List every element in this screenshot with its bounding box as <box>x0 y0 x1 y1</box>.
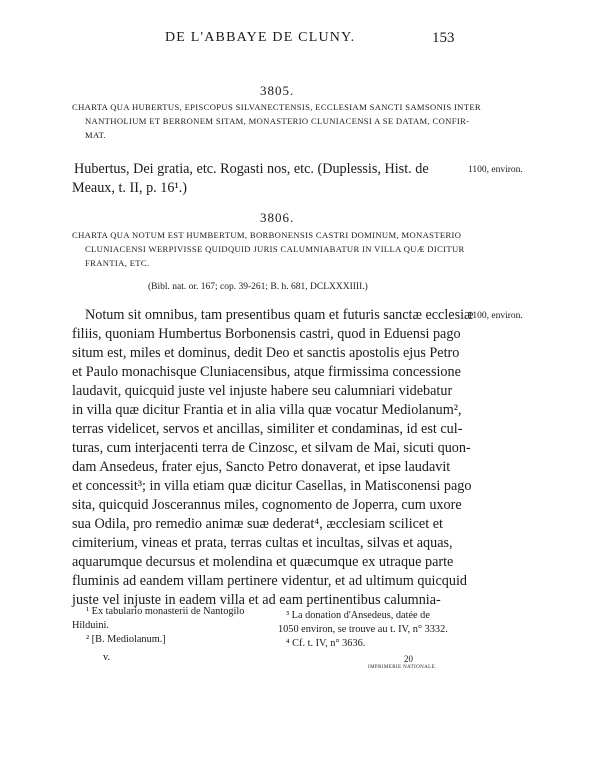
charter-3806-body <box>72 306 474 610</box>
charter-title-line: CHARTA QUA HUBERTUS, EPISCOPUS SILVANECTENSIS, ECCLESIAM SANCTI SAMSONIS INTER <box>72 102 482 112</box>
page-number: 153 <box>432 30 455 46</box>
body-line: in villa quæ dicitur Frantia et in alia villa quæ vocatur Mediolanum², <box>72 402 462 418</box>
charter-number-3805: 3805. <box>260 83 295 98</box>
body-line: sua Odila, pro remedio animæ suæ dederat⁴, æcclesiam scilicet et <box>72 516 443 532</box>
charter-title-line: CHARTA QUA NOTUM EST HUMBERTUM, BORBONENSIS CASTRI DOMINUM, MONASTERIO <box>72 230 462 240</box>
running-title: DE L'ABBAYE DE CLUNY. <box>165 30 356 45</box>
charter-3805-body <box>72 160 429 198</box>
charter-title-line: FRANTIA, ETC. <box>85 258 150 268</box>
body-line: Meaux, t. II, p. 16¹.) <box>72 180 187 196</box>
sheet-number: 20 <box>404 654 413 664</box>
footnote-line: 1050 environ, se trouve au t. IV, n° 3332. <box>278 624 448 635</box>
body-line: juste vel injuste in eadem villa et ad eam pertinentibus calumnia- <box>72 592 441 608</box>
footnote-line: ¹ Ex tabulario monasterii de Nantogilo <box>86 606 245 617</box>
body-line: sita, quicquid Joscerannus miles, cognomento de Joperra, cum uxore <box>72 497 462 513</box>
charter-number-3806: 3806. <box>260 210 295 225</box>
printer-imprint: IMPRIMERIE NATIONALE. <box>368 665 437 670</box>
body-line: dam Ansedeus, frater ejus, Sancto Petro donaverat, et ipse laudavit <box>72 459 451 475</box>
footnotes-left <box>72 605 244 647</box>
body-line: cimiterium, vineas et prata, terras cultas et incultas, silvas et aquas, <box>72 535 453 551</box>
body-line: aquarumque decursus et molendina et quæcumque ex utraque parte <box>72 554 454 570</box>
body-line: laudavit, quicquid juste vel injuste habere seu calumniari videbatur <box>72 383 453 399</box>
footnote-line: ² [B. Mediolanum.] <box>86 634 166 645</box>
body-line: terras videlicet, servos et ancillas, similiter et condaminas, id est cul- <box>72 421 463 437</box>
signature-mark: v. <box>103 652 111 663</box>
margin-date-3805: 1100, environ. <box>468 165 523 175</box>
charter-3806-title <box>72 228 465 270</box>
body-line: fluminis ad eandem villam pertinere videntur, et ad ultimum quicquid <box>72 573 468 589</box>
body-line: et Paulo monachisque Cluniacensibus, atque firmissima concessione <box>72 364 461 380</box>
charter-title-line: CLUNIACENSI WERPIVISSE QUIDQUID JURIS CALUMNIABATUR IN VILLA QUÆ DICITUR <box>85 244 465 254</box>
footnote-line: ⁴ Cf. t. IV, n° 3636. <box>286 638 366 649</box>
charter-title-line: NANTHOLIUM ET BERRONEM SITAM, MONASTERIO CLUNIACENSI A SE DATAM, CONFIR- <box>85 116 470 126</box>
source-reference: (Bibl. nat. or. 167; cop. 39-261; B. h. 681, DCLXXXIIII.) <box>148 282 368 292</box>
footnotes-right <box>278 609 448 651</box>
body-line: et concessit³; in villa etiam quæ dicitur Casellas, in Matisconensi pago <box>72 478 472 494</box>
body-line: turas, cum interjacenti terra de Cinzosc, et silvam de Mai, sicuti quon- <box>72 440 471 456</box>
charter-title-line: MAT. <box>85 130 107 140</box>
margin-date-3806: 1100, environ. <box>468 311 523 321</box>
body-line: Notum sit omnibus, tam presentibus quam et futuris sanctæ ecclesiæ <box>85 307 474 323</box>
footnote-line: ³ La donation d'Ansedeus, datée de <box>286 610 430 621</box>
charter-3805-title <box>72 100 481 142</box>
footnote-line: Hilduini. <box>72 620 109 631</box>
body-line: situm est, miles et dominus, dedit Deo et sanctis apostolis ejus Petro <box>72 345 460 361</box>
body-line: filiis, quoniam Humbertus Borbonensis castri, quod in Eduensi pago <box>72 326 461 342</box>
body-line: Hubertus, Dei gratia, etc. Rogasti nos, etc. (Duplessis, Hist. de <box>74 161 429 177</box>
